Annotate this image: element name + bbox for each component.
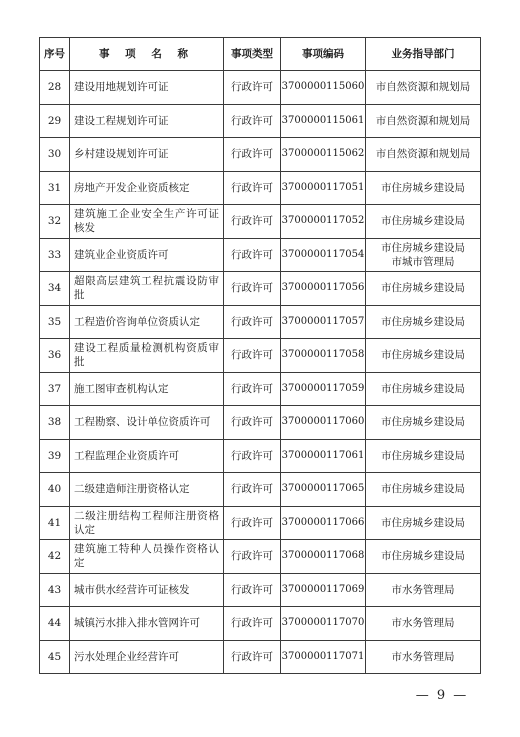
dept-line: 市住房城乡建设局 (381, 282, 465, 295)
cell-type: 行政许可 (224, 272, 281, 306)
dept-line: 市水务管理局 (391, 650, 455, 663)
cell-dept (366, 573, 481, 607)
table-row (40, 205, 481, 239)
cell-seq: 42 (40, 540, 70, 574)
cell-name: 污水处理企业经营许可 (70, 640, 224, 674)
cell-name: 城镇污水排入排水管网许可 (70, 607, 224, 641)
cell-name: 建筑业企业资质许可 (70, 238, 224, 272)
cell-name: 工程监理企业资质许可 (70, 439, 224, 473)
cell-seq: 39 (40, 439, 70, 473)
dept-line: 市自然资源和规划局 (375, 114, 471, 127)
table-row (40, 439, 481, 473)
cell-type: 行政许可 (224, 540, 281, 574)
dept-line: 市住房城乡建设局 (381, 449, 465, 462)
cell-name: 建筑施工特种人员操作资格认定 (70, 540, 224, 574)
cell-seq: 35 (40, 305, 70, 339)
table-row (40, 104, 481, 138)
cell-code: 3700000117051 (281, 171, 366, 205)
cell-code: 3700000117069 (281, 573, 366, 607)
dept-line: 市住房城乡建设局 (381, 382, 465, 395)
cell-seq: 43 (40, 573, 70, 607)
dept-line: 市住房城乡建设局 (381, 181, 465, 194)
cell-dept (366, 71, 481, 105)
header-code: 事项编码 (281, 38, 366, 71)
table-row (40, 238, 481, 272)
cell-seq: 36 (40, 339, 70, 373)
cell-type: 行政许可 (224, 573, 281, 607)
table-body (40, 71, 481, 674)
cell-type: 行政许可 (224, 372, 281, 406)
dept-line: 市住房城乡建设局 (381, 516, 465, 529)
table-row (40, 640, 481, 674)
table-row (40, 406, 481, 440)
cell-name: 建设工程规划许可证 (70, 104, 224, 138)
dept-line: 市住房城乡建设局 (381, 241, 465, 254)
cell-code: 3700000117052 (281, 205, 366, 239)
cell-name: 工程勘察、设计单位资质许可 (70, 406, 224, 440)
cell-dept (366, 272, 481, 306)
header-name: 事 项 名 称 (70, 38, 224, 71)
table-row (40, 506, 481, 540)
cell-type: 行政许可 (224, 439, 281, 473)
dept-line: 市住房城乡建设局 (381, 315, 465, 328)
cell-type: 行政许可 (224, 104, 281, 138)
cell-type: 行政许可 (224, 71, 281, 105)
cell-code: 3700000117057 (281, 305, 366, 339)
cell-dept (366, 506, 481, 540)
table-row (40, 71, 481, 105)
table-row (40, 372, 481, 406)
dept-line: 市城市管理局 (391, 255, 455, 268)
cell-type: 行政许可 (224, 640, 281, 674)
dept-line: 市自然资源和规划局 (375, 81, 471, 94)
cell-code: 3700000117070 (281, 607, 366, 641)
cell-dept (366, 372, 481, 406)
cell-dept (366, 171, 481, 205)
dept-line: 市住房城乡建设局 (381, 483, 465, 496)
cell-seq: 44 (40, 607, 70, 641)
cell-code: 3700000117065 (281, 473, 366, 507)
cell-code: 3700000117061 (281, 439, 366, 473)
dept-line: 市住房城乡建设局 (381, 349, 465, 362)
cell-name: 工程造价咨询单位资质认定 (70, 305, 224, 339)
cell-dept (366, 640, 481, 674)
cell-type: 行政许可 (224, 607, 281, 641)
cell-dept (366, 339, 481, 373)
cell-name: 施工图审查机构认定 (70, 372, 224, 406)
cell-code: 3700000117066 (281, 506, 366, 540)
table-row (40, 473, 481, 507)
cell-dept (366, 138, 481, 172)
cell-name: 超限高层建筑工程抗震设防审批 (70, 272, 224, 306)
cell-code: 3700000117068 (281, 540, 366, 574)
cell-dept (366, 540, 481, 574)
header-dept: 业务指导部门 (366, 38, 481, 71)
cell-type: 行政许可 (224, 205, 281, 239)
table-row (40, 573, 481, 607)
cell-seq: 34 (40, 272, 70, 306)
cell-seq: 37 (40, 372, 70, 406)
cell-type: 行政许可 (224, 473, 281, 507)
cell-seq: 32 (40, 205, 70, 239)
cell-dept (366, 238, 481, 272)
cell-type: 行政许可 (224, 406, 281, 440)
items-table (39, 37, 481, 674)
cell-dept (366, 205, 481, 239)
cell-type: 行政许可 (224, 506, 281, 540)
cell-code: 3700000117071 (281, 640, 366, 674)
cell-seq: 41 (40, 506, 70, 540)
cell-name: 建设工程质量检测机构资质审批 (70, 339, 224, 373)
cell-type: 行政许可 (224, 238, 281, 272)
cell-name: 城市供水经营许可证核发 (70, 573, 224, 607)
cell-dept (366, 406, 481, 440)
table-row (40, 138, 481, 172)
cell-seq: 28 (40, 71, 70, 105)
dept-line: 市水务管理局 (391, 617, 455, 630)
cell-code: 3700000115060 (281, 71, 366, 105)
table-row (40, 339, 481, 373)
cell-dept (366, 607, 481, 641)
table-row (40, 171, 481, 205)
table-row (40, 540, 481, 574)
dept-line: 市住房城乡建设局 (381, 215, 465, 228)
cell-code: 3700000117058 (281, 339, 366, 373)
cell-code: 3700000117059 (281, 372, 366, 406)
cell-name: 乡村建设规划许可证 (70, 138, 224, 172)
cell-dept (366, 439, 481, 473)
cell-type: 行政许可 (224, 305, 281, 339)
cell-name: 建筑施工企业安全生产许可证核发 (70, 205, 224, 239)
cell-seq: 45 (40, 640, 70, 674)
dept-line: 市住房城乡建设局 (381, 550, 465, 563)
cell-seq: 30 (40, 138, 70, 172)
table-row (40, 607, 481, 641)
cell-code: 3700000117054 (281, 238, 366, 272)
header-type: 事项类型 (224, 38, 281, 71)
table-row (40, 272, 481, 306)
cell-seq: 31 (40, 171, 70, 205)
cell-seq: 33 (40, 238, 70, 272)
cell-type: 行政许可 (224, 339, 281, 373)
header-seq: 序号 (40, 38, 70, 71)
cell-dept (366, 473, 481, 507)
table-header-row (40, 38, 481, 71)
cell-dept (366, 104, 481, 138)
cell-type: 行政许可 (224, 171, 281, 205)
cell-seq: 29 (40, 104, 70, 138)
cell-type: 行政许可 (224, 138, 281, 172)
cell-name: 房地产开发企业资质核定 (70, 171, 224, 205)
cell-code: 3700000115061 (281, 104, 366, 138)
page-number: — 9 — (415, 688, 469, 703)
dept-line: 市自然资源和规划局 (375, 148, 471, 161)
dept-line: 市住房城乡建设局 (381, 416, 465, 429)
cell-code: 3700000117056 (281, 272, 366, 306)
cell-name: 二级注册结构工程师注册资格认定 (70, 506, 224, 540)
dept-line: 市水务管理局 (391, 583, 455, 596)
cell-dept (366, 305, 481, 339)
table-row (40, 305, 481, 339)
cell-code: 3700000117060 (281, 406, 366, 440)
cell-seq: 40 (40, 473, 70, 507)
cell-seq: 38 (40, 406, 70, 440)
cell-name: 二级建造师注册资格认定 (70, 473, 224, 507)
cell-name: 建设用地规划许可证 (70, 71, 224, 105)
cell-code: 3700000115062 (281, 138, 366, 172)
